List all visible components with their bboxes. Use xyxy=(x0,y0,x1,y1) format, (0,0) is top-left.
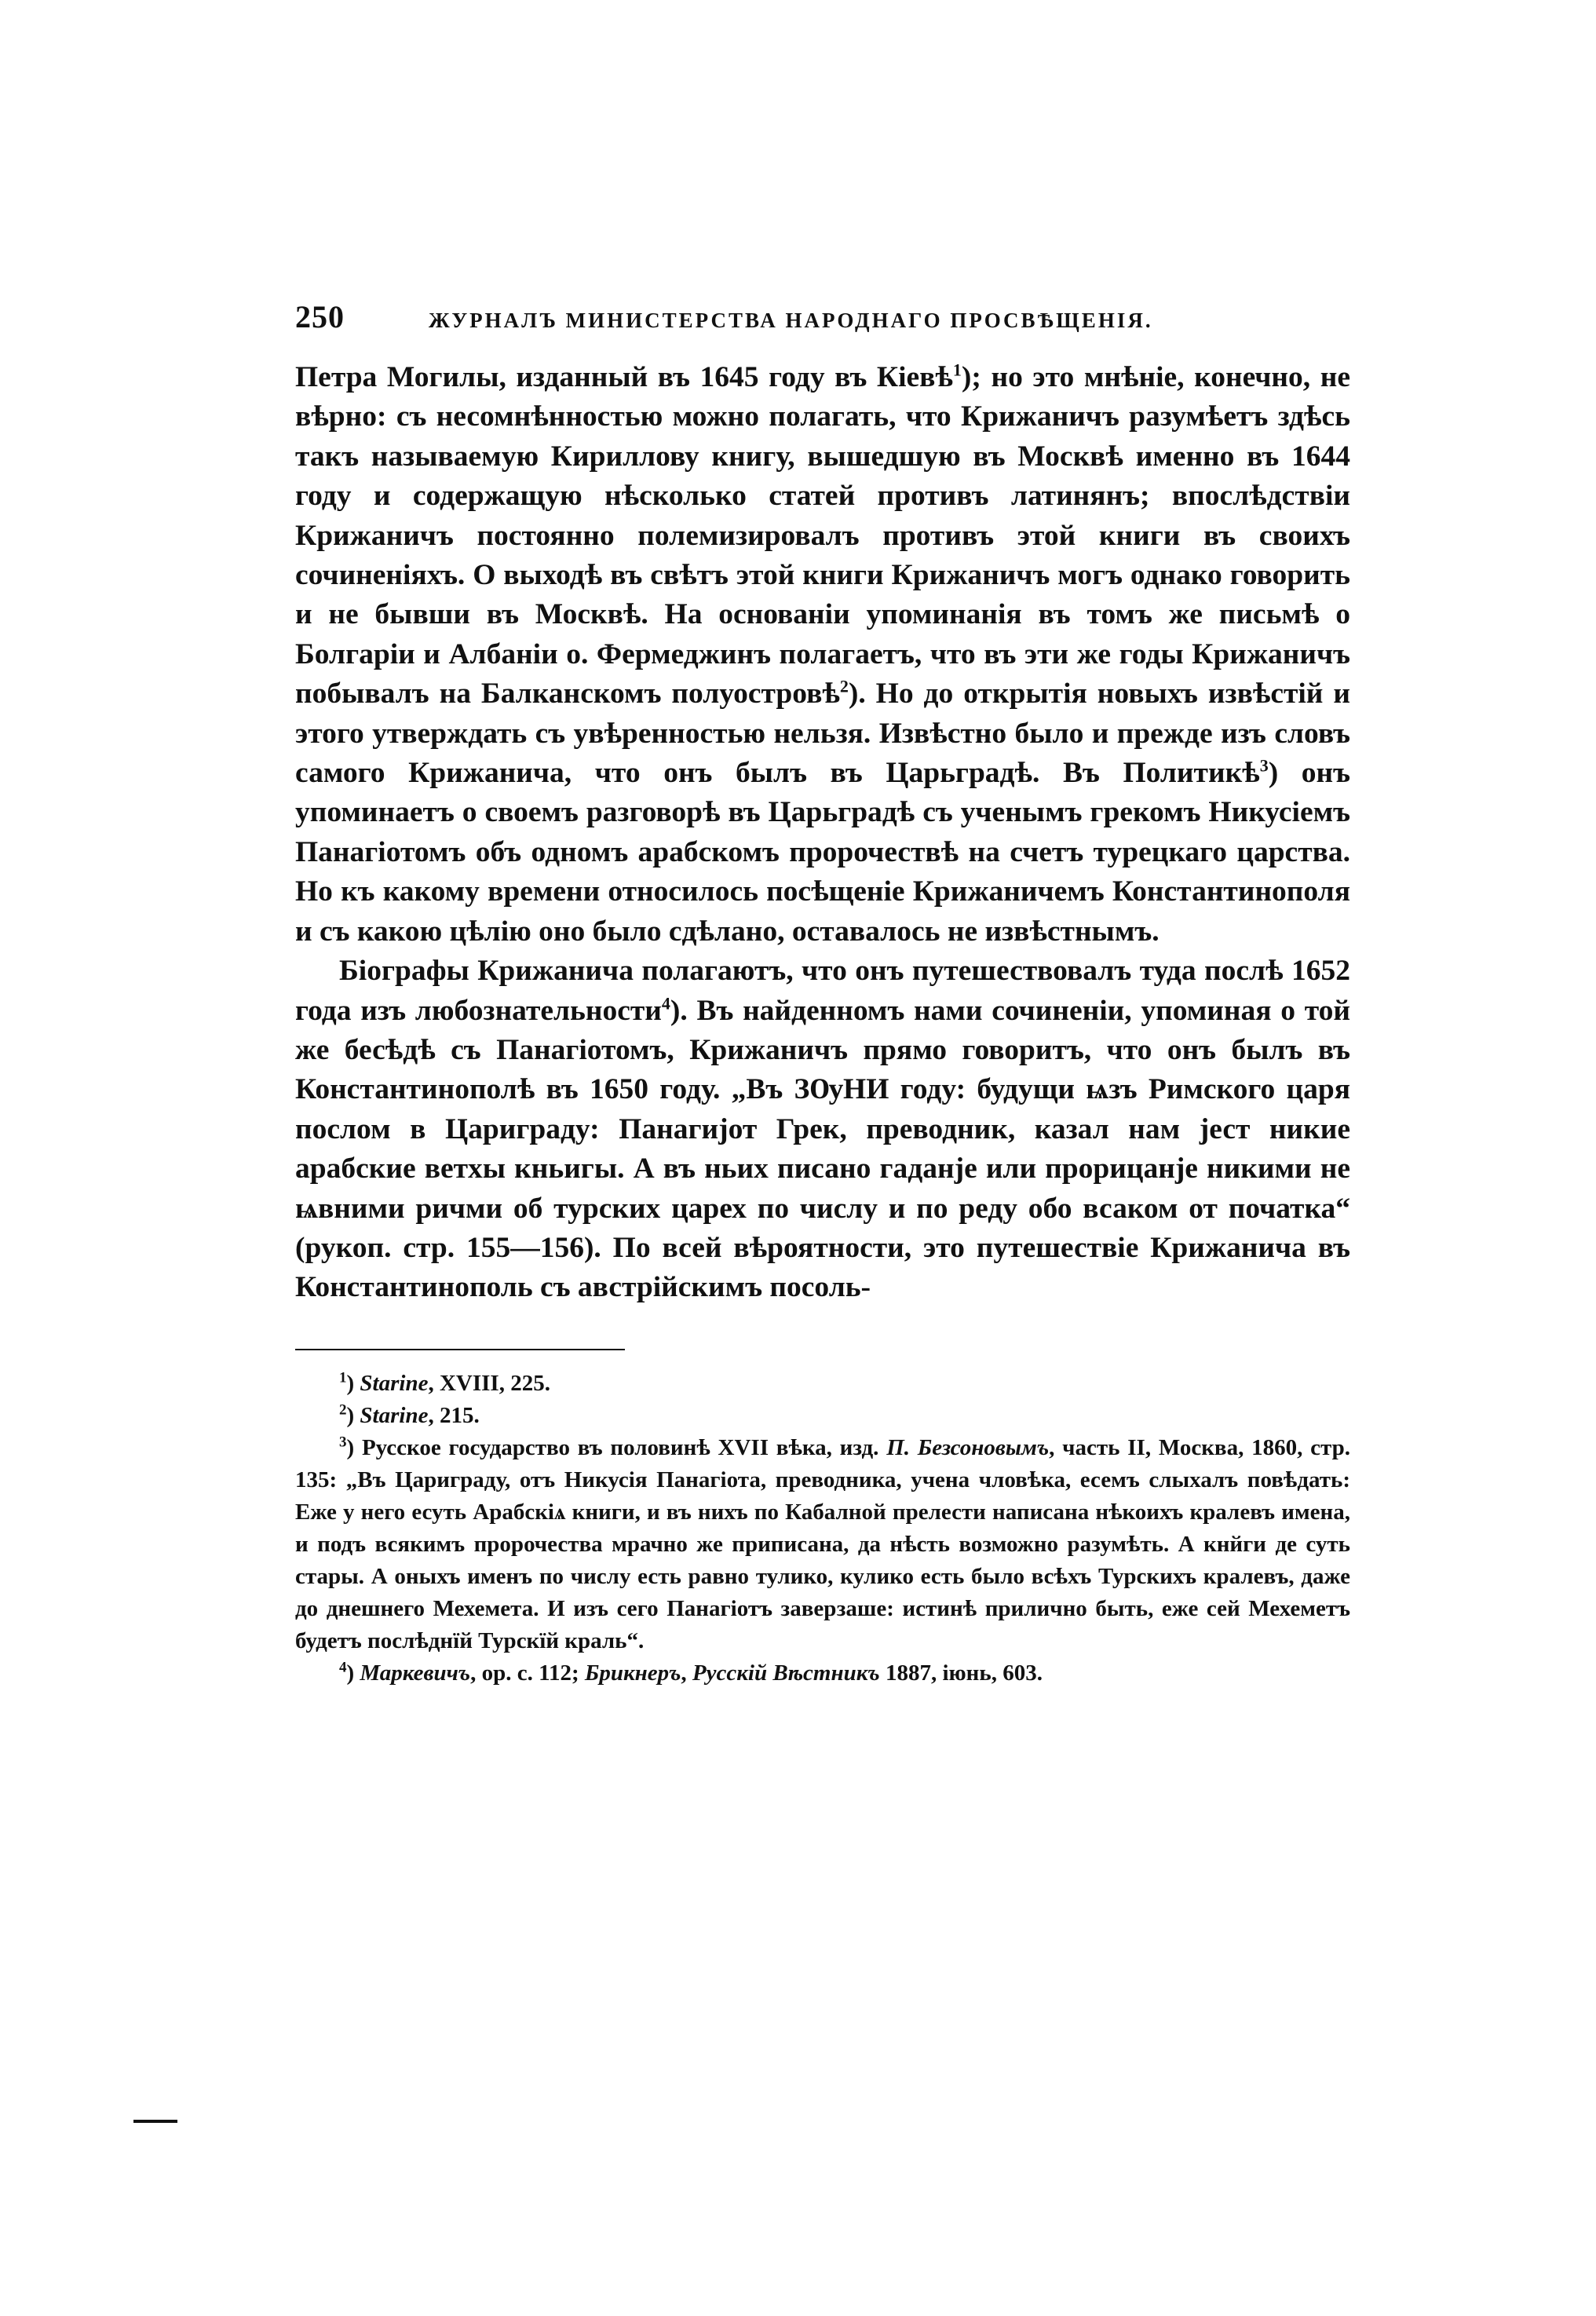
footnote-text: , ор. с. 112; xyxy=(470,1660,585,1686)
margin-dash xyxy=(133,2120,177,2123)
footnote-journal: Русскій Вѣстникъ xyxy=(692,1660,880,1686)
footnote-4: $^4$) Маркевичъ, ор. с. 112; Брикнеръ, Русскій Вѣстникъ 1887, іюнь, 603. xyxy=(339,1659,1043,1686)
journal-title: ЖУРНАЛЪ МИНИСТЕРСТВА НАРОДНАГО ПРОСВѢЩЕНІЯ. xyxy=(429,309,1153,332)
footnote-mark: 2 xyxy=(339,1401,347,1419)
footnote-mark: 3 xyxy=(339,1434,347,1451)
footnote-source: Starine xyxy=(360,1402,429,1428)
paragraph-text: ) онъ упоминаетъ о своемъ разговорѣ въ Царьградѣ съ ученымъ грекомъ Никусіемъ Панагіотомъ объ одномъ арабскомъ пророчествѣ на счетъ турецкаго царства. Но къ какому времени относилось посѣщеніе Крижаничемъ Константинополя и съ какою цѣлію оно было сдѣлано, оставалось не извѣстнымъ. xyxy=(295,757,1350,948)
paragraph-text: ); но это мнѣніе, конечно, не вѣрно: съ несомнѣнностью можно полагать, что Крижаничъ разумѣетъ здѣсь такъ называемую Кириллову книгу, вышедшую въ Москвѣ именно въ 1644 году и содержащую нѣсколько статей противъ латинянъ; впослѣдствіи Крижаничъ постоянно полемизировалъ противъ этой книги въ своихъ сочиненіяхъ. О выходѣ въ свѣтъ этой книги Крижаничъ могъ однако говорить и не бывши въ Москвѣ. На основаніи упоминанія въ томъ же письмѣ о Болгаріи и Албаніи о. Фермеджинъ полагаетъ, что въ эти же годы Крижаничъ побывалъ на Балканскомъ полуостровѣ xyxy=(295,361,1350,711)
paragraph-text: ). Въ найденномъ нами сочиненіи, упоминая о той же бесѣдѣ съ Панагіотомъ, Крижаничъ прямо говоритъ, что онъ былъ въ Константинополѣ въ 1650 году. „Въ ЗѸНИ году: будущи ѩзъ Римского царя послом в Цариграду: Панагиjот Грек, преводник, казал нам jест никие арабские ветхы кньигы. А въ ньих писано гаданjе или прорицанjе никими не ѩвними ричми об турских царех по числу и по реду обо всаком от початка“ (рукоп. стр. 155—156). По всей вѣроятности, это путешествіе Крижанича въ Константинополь съ австрійскимъ посоль- xyxy=(295,994,1350,1304)
footnote-text: , 215. xyxy=(428,1402,480,1428)
footnote-1: $^1$) Starine, XVIII, 225. xyxy=(339,1369,550,1396)
paragraph-2 xyxy=(295,952,1350,1308)
footnote-text: , часть II, Москва, 1860, стр. 135: „Въ Цариграду, отъ Никусія Панагіота, преводника, учена чловѣка, есемъ слыхалъ повѣдать: Еже у него есуть Арабскіѧ книги, и въ нихъ по Кабалной прелести написана нѣкоихъ кралевъ имена, и подъ всякимъ пророчества мрачно же приписана, да нѣсть возможно разумѣть. А кнйги де суть стары. А оныхъ именъ по числу есть равно тулико, кулико есть было всѣхъ Турскихъ кралевъ, даже до днешнего Мехемета. И изъ сего Панагіотъ заверзаше: истинѣ прилично быть, еже сей Мехеметъ будетъ послѣднїй Турскїй краль“. xyxy=(295,1434,1351,1653)
footnote-3: $^3$) Русское государство въ половинѣ XVII вѣка, изд. П. Безсоновымъ, часть II, Москва, 1860, стр. 135: „Въ Цариграду, отъ Никусія Панагіота, преводника, учена чловѣка, есемъ слыхалъ повѣдать: Еже у него есуть Арабскіѧ книги, и въ нихъ по Кабалной прелести написана нѣкоихъ кралевъ имена, и подъ всякимъ пророчества мрачно же приписана, да нѣсть возможно разумѣть. А кнйги де суть стары. А оныхъ именъ по числу есть равно тулико, кулико есть было всѣхъ Турскихъ кралевъ, даже до днешнего Мехемета. И изъ сего Панагіотъ заверзаше: истинѣ прилично быть, еже сей Мехеметъ будетъ послѣднїй Турскїй краль“. xyxy=(295,1434,1351,1653)
footnote-text: Русское государство въ половинѣ XVII вѣка, изд. xyxy=(361,1434,887,1460)
footnote-text: , XVIII, 225. xyxy=(428,1370,550,1396)
paragraph-text: Петра Могилы, изданный въ 1645 году въ Кіевѣ xyxy=(295,361,953,393)
footnote-source: Starine xyxy=(360,1370,429,1396)
footnote-mark: 4 xyxy=(339,1659,347,1676)
footnote-mark: 1 xyxy=(339,1369,347,1386)
paragraph-text: Біографы Крижанича полагаютъ, что онъ путешествовалъ туда послѣ 1652 года изъ любознательности xyxy=(295,955,1350,1027)
footnote-text: , xyxy=(681,1660,692,1686)
page-number: 250 xyxy=(295,299,345,334)
footnote-text: 1887, іюнь, 603. xyxy=(879,1660,1043,1686)
footnote-ref-1: 1 xyxy=(952,360,962,380)
footnote-ref-4: 4 xyxy=(661,993,670,1013)
footnote-ref-2: 2 xyxy=(839,676,849,696)
book-page xyxy=(295,298,1350,1690)
footnote-ref-3: 3 xyxy=(1259,755,1269,776)
footnote-divider xyxy=(295,1349,625,1350)
footnotes xyxy=(295,1368,1350,1690)
paragraph-text: ). Но до открытія новыхъ извѣстій и этого утверждать съ увѣренностью нельзя. Извѣстно было и прежде изъ словъ самого Крижанича, что онъ былъ въ Царьградѣ. Въ Политикѣ xyxy=(295,678,1350,790)
footnote-editor: П. Безсоновымъ xyxy=(886,1434,1050,1460)
footnote-author: Брикнеръ xyxy=(584,1660,681,1686)
footnote-author: Маркевичъ xyxy=(360,1660,471,1686)
body-text xyxy=(295,358,1350,1308)
footnote-2: $^2$) Starine, 215. xyxy=(339,1401,480,1428)
paragraph-1 xyxy=(295,358,1350,952)
running-head xyxy=(295,298,1350,345)
